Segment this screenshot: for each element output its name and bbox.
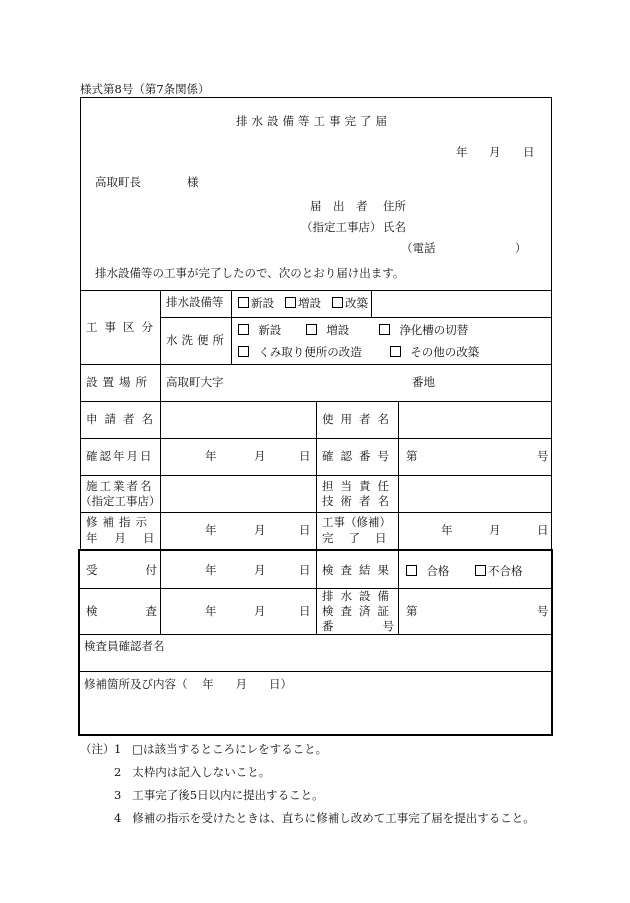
receipt-label (86, 563, 205, 577)
addressee-honorific: 様 (187, 175, 199, 189)
repair-month: 月 (254, 523, 266, 537)
date-day-label: 日 (523, 145, 535, 159)
toilet-option-pit-conversion[interactable]: くみ取り便所の改造 (238, 346, 362, 359)
certificate-number-suffix: 号 (537, 604, 549, 618)
receipt-label-text: 受付 (86, 563, 205, 577)
confirm-month: 月 (254, 449, 266, 463)
location-suffix: 番地 (412, 375, 435, 389)
receipt-month: 月 (254, 563, 266, 577)
intro-text: 排水設備等の工事が完了したので、次のとおり届け出ます。 (95, 266, 405, 280)
drainage-option-new[interactable]: 新設 (238, 297, 274, 310)
completion-label-line1: 工事（修補） (322, 515, 391, 529)
work-type-label (86, 320, 160, 334)
office-row-line (80, 671, 552, 672)
confirm-number-prefix: 第 (406, 449, 418, 463)
phone-close: ） (515, 241, 527, 255)
table-top-line (80, 290, 552, 291)
toilet-option-septic[interactable]: 浄化槽の切替 (379, 324, 468, 337)
work-type-mid-line (160, 317, 552, 318)
notes-label: （注） (80, 742, 115, 756)
note-item: 1 □は該当するところにレをすること。 (114, 742, 328, 756)
drainage-label: 排水設備等 (166, 295, 224, 309)
label-column-line (160, 290, 161, 551)
location-label: 設置場所 (86, 375, 152, 389)
inspection-month: 月 (254, 604, 266, 618)
inspection-label: 検査 (86, 604, 205, 618)
toilet-option-extension[interactable]: 増設 (306, 324, 349, 337)
inspection-result-label: 検査結果 (322, 563, 396, 577)
form-label: 様式第8号（第7条関係） (80, 82, 210, 96)
designated-contractor-label: （指定工事店） (301, 220, 382, 234)
work-type-label-text: 工事区分 (86, 320, 160, 334)
drainage-option-renovation[interactable]: 改築 (332, 297, 368, 310)
receipt-day: 日 (299, 563, 311, 577)
office-row-line (80, 634, 552, 635)
checkbox-icon[interactable] (379, 324, 390, 335)
completion-label-line2: 完了日 (322, 531, 402, 545)
toilet-option-new[interactable]: 新設 (238, 324, 281, 337)
checkbox-icon[interactable] (406, 565, 417, 576)
applicant-label: 届 出 者 (310, 199, 368, 213)
checkbox-icon[interactable] (306, 324, 317, 335)
certificate-label-line3: 番号 (322, 619, 443, 633)
certificate-number-prefix: 第 (406, 604, 418, 618)
drainage-option-extension[interactable]: 増設 (285, 297, 321, 310)
note-item: 2 太枠内は記入しないこと。 (114, 765, 271, 779)
completion-day: 日 (537, 523, 549, 537)
inspector-name-label: 検査員確認者名 (84, 639, 165, 653)
inspection-year: 年 (205, 604, 217, 618)
checkbox-icon[interactable] (475, 565, 486, 576)
checkbox-icon[interactable] (238, 346, 249, 357)
checkbox-icon[interactable] (285, 297, 296, 308)
confirm-number-label: 確認番号 (322, 449, 396, 463)
contractor-label: 施工業者名 (86, 479, 154, 493)
confirm-year: 年 (205, 449, 217, 463)
repair-date-label: 年月日 (86, 531, 172, 545)
certificate-label-line2: 検査済証 (322, 604, 396, 618)
date-year-label: 年 (456, 145, 468, 159)
checkbox-icon[interactable] (390, 346, 401, 357)
confirm-number-suffix: 号 (537, 449, 549, 463)
confirm-day: 日 (299, 449, 311, 463)
inspection-day: 日 (299, 604, 311, 618)
middle-column-line (316, 401, 317, 551)
note-item: 4 修補の指示を受けたときは、直ちに修補し改めて工事完了届を提出すること。 (114, 811, 535, 825)
date-month-label: 月 (489, 145, 501, 159)
toilet-option-other[interactable]: その他の改築 (390, 346, 479, 359)
result-fail[interactable]: 不合格 (475, 565, 523, 578)
drainage-options-end-line (371, 290, 372, 317)
note-item: 3 工事完了後5日以内に提出すること。 (114, 788, 324, 802)
engineer-label-line1: 担当責任 (322, 479, 396, 493)
row-line (80, 364, 552, 365)
checkbox-icon[interactable] (238, 324, 249, 335)
checkbox-icon[interactable] (238, 297, 249, 308)
repair-instruction-label: 修補指示 (86, 515, 152, 529)
certificate-label-line1: 排水設備 (322, 589, 396, 603)
completion-year: 年 (441, 523, 453, 537)
applicant-name-row-label: 申請者名 (86, 412, 160, 426)
repair-year: 年 (205, 523, 217, 537)
repair-day: 日 (299, 523, 311, 537)
completion-month: 月 (489, 523, 501, 537)
work-type-sub-line (231, 290, 232, 364)
office-middle-column-line (316, 551, 317, 634)
confirm-date-label: 確認年月日 (86, 449, 154, 463)
phone-label: （電話 (401, 241, 436, 255)
form-title: 排水設備等工事完了届 (236, 114, 391, 128)
applicant-name-label: 氏名 (383, 220, 406, 234)
applicant-address-label: 住所 (383, 199, 406, 213)
location-value: 高取町大字 (166, 375, 224, 389)
repair-details-label: 修補箇所及び内容（ 年 月 日） (84, 677, 292, 691)
receipt-year: 年 (205, 563, 217, 577)
addressee-name: 高取町長 (95, 175, 141, 189)
user-name-label: 使用者名 (322, 412, 396, 426)
checkbox-icon[interactable] (332, 297, 343, 308)
right-label-column-line (398, 401, 399, 551)
toilet-label: 水洗便所 (166, 333, 228, 347)
contractor-designated-label: （指定工事店） (80, 494, 161, 508)
result-pass[interactable]: 合格 (406, 565, 449, 578)
engineer-label-line2: 技術者名 (322, 494, 396, 508)
